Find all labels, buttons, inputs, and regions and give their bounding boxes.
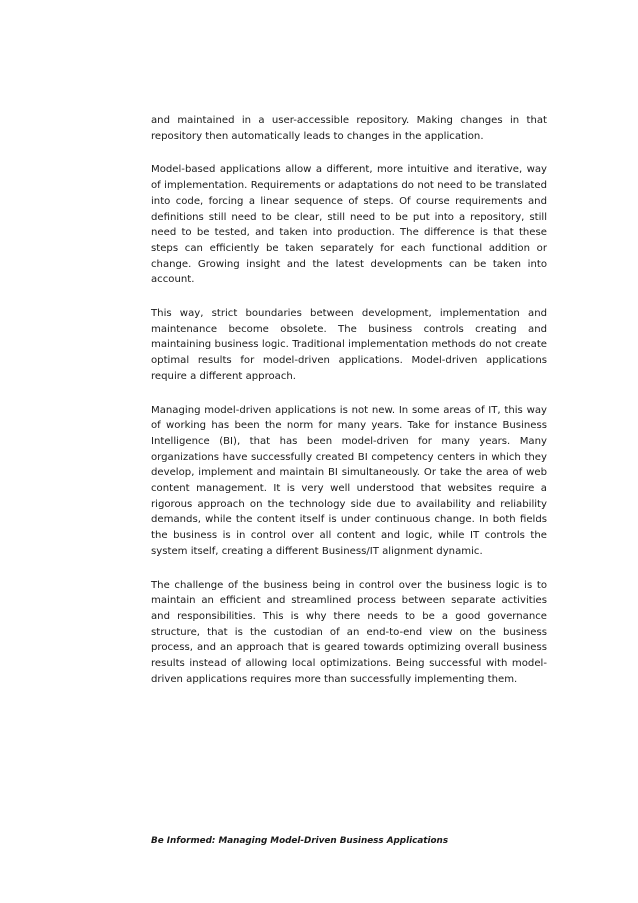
body-text: [151, 113, 547, 706]
paragraph-business-challenge: The challenge of the business being in control over the business logic is to maintain an efficient and streamlined process between separate activities and responsibilities. This is why there needs to be a good governance structure, that is the custodian of an end-to-end view on the business process, and an approach that is geared towards optimizing overall business results instead of allowing local optimizations. Being successful with model-driven applications requires more than successfully implementing them.: [151, 579, 547, 685]
paragraph-model-based-applications: Model-based applications allow a different, more intuitive and iterative, way of implementation. Requirements or adaptations do not need to be translated into code, forcing a linear sequence of steps. Of course requirements and definitions still need to be clear, still need to be put into a repository, still need to be tested, and taken into production. The difference is that these steps can efficiently be taken separately for each functional addition or change. Growing insight and the latest developments can be taken into account.: [151, 164, 547, 286]
paragraph-strict-boundaries: This way, strict boundaries between development, implementation and maintenance become obsolete. The business controls creating and maintaining business logic. Traditional implementation methods do not create optimal results for model-driven applications. Model-driven applications require a different approach.: [151, 308, 547, 382]
page-footer: Be Informed: Managing Model-Driven Business Applications: [151, 836, 449, 846]
paragraph-managing-model-driven: Managing model-driven applications is not new. In some areas of IT, this way of working has been the norm for many years. Take for instance Business Intelligence (BI), that has been model-driven for many years. Many organizations have successfully created BI competency centers in which they develop, implement and maintain BI simultaneously. Or take the area of web content management. It is very well understood that websites require a rigorous approach on the technology side due to availability and reliability demands, while the content itself is under continuous change. In both fields the business is in control over all content and logic, while IT controls the system itself, creating a different Business/IT alignment dynamic.: [151, 404, 547, 557]
paragraph-repository: and maintained in a user-accessible repository. Making changes in that repository then automatically leads to changes in the application.: [151, 115, 547, 142]
